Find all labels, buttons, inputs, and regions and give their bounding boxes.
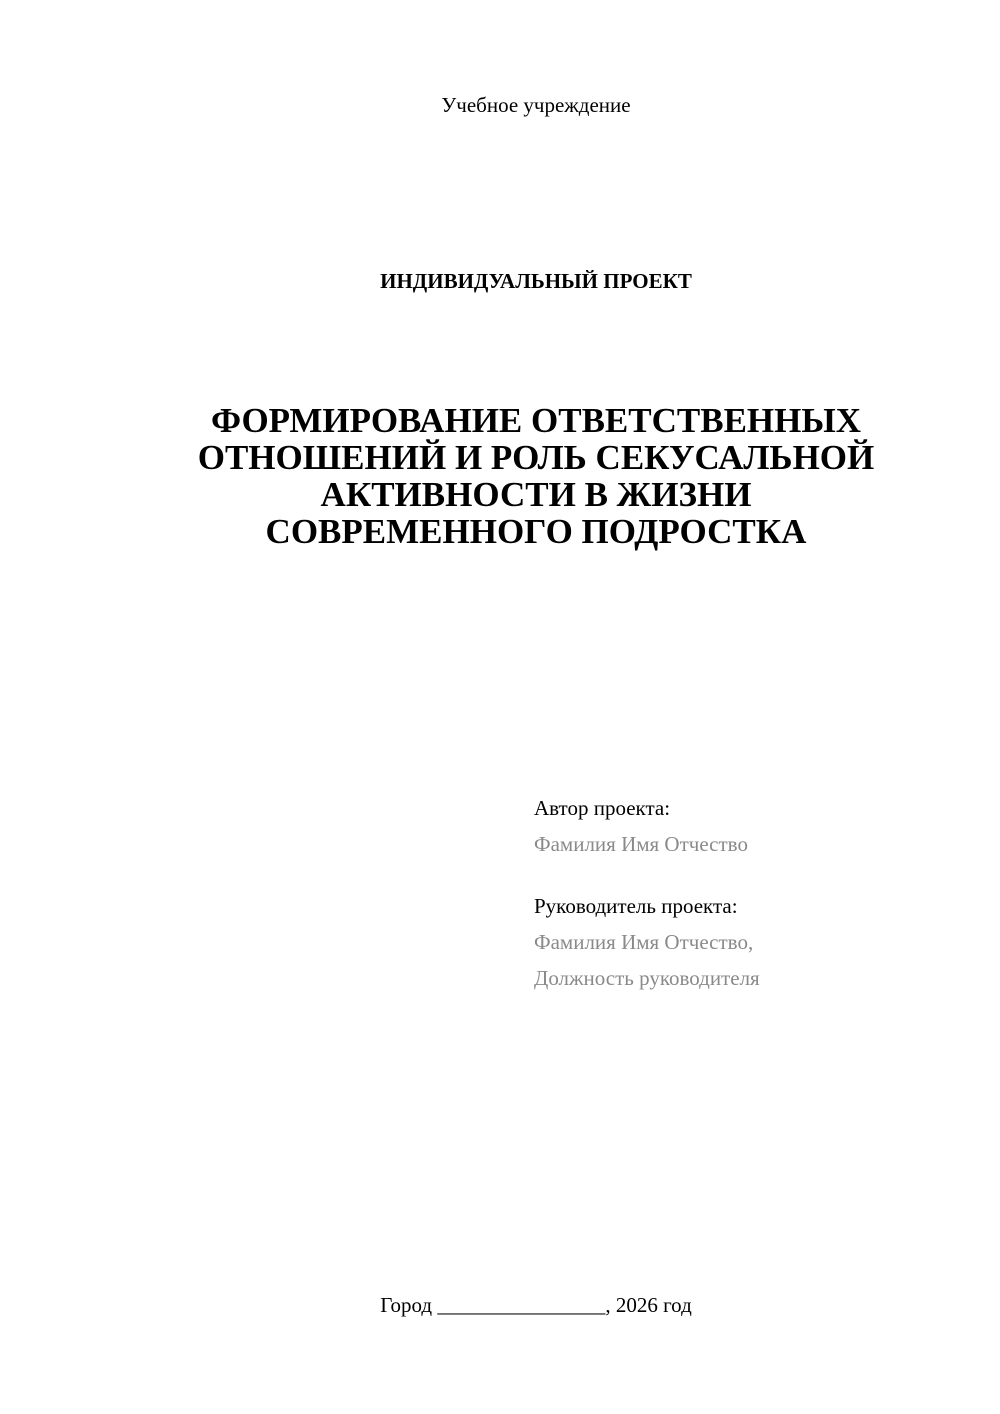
supervisor-name: Фамилия Имя Отчество, bbox=[534, 930, 754, 954]
project-title-line-2: ОТНОШЕНИЙ И РОЛЬ СЕКУСАЛЬНОЙ bbox=[197, 438, 875, 477]
project-title-line-4: СОВРЕМЕННОГО ПОДРОСТКА bbox=[265, 512, 807, 551]
project-title-line-3: АКТИВНОСТИ В ЖИЗНИ bbox=[320, 475, 752, 514]
credits-block bbox=[534, 790, 974, 996]
author-name: Фамилия Имя Отчество bbox=[534, 832, 748, 856]
supervisor-label: Руководитель проекта: bbox=[534, 894, 738, 918]
supervisor-position: Должность руководителя bbox=[534, 966, 760, 990]
credits-spacer bbox=[534, 862, 974, 888]
author-label: Автор проекта: bbox=[534, 796, 671, 820]
project-title-line-1: ФОРМИРОВАНИЕ ОТВЕТСТВЕННЫХ bbox=[210, 401, 862, 440]
project-type-heading: ИНДИВИДУАЛЬНЫЙ ПРОЕКТ bbox=[380, 269, 692, 293]
city-year-line: Город ________________, 2026 год bbox=[380, 1293, 692, 1317]
institution-name: Учебное учреждение bbox=[441, 93, 631, 117]
project-title bbox=[100, 402, 972, 550]
